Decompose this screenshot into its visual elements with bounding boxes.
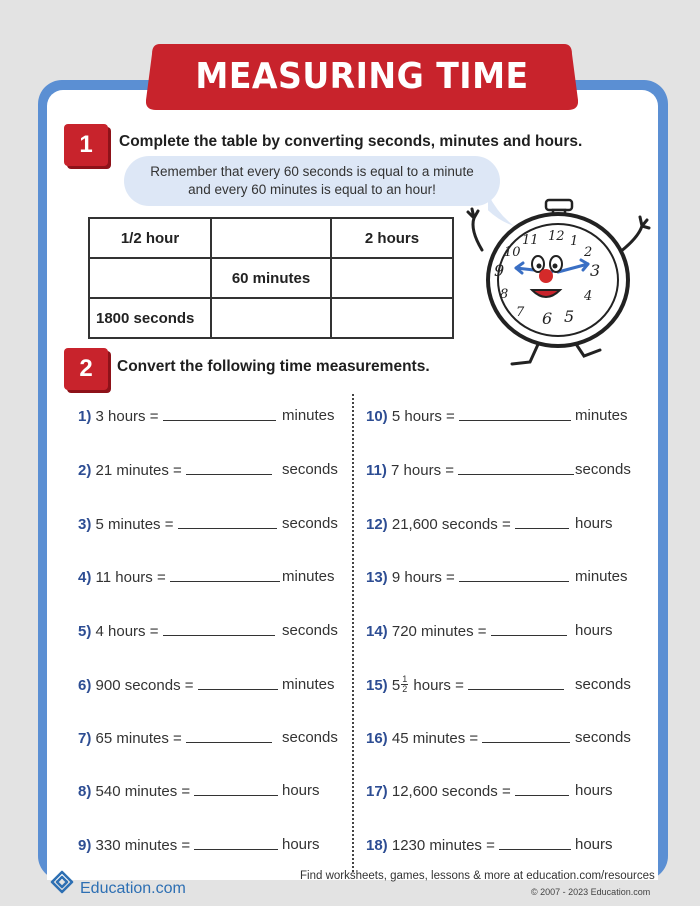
question-text: 9 hours = <box>391 569 455 586</box>
question-text: 1230 minutes = <box>391 837 495 854</box>
answer-blank[interactable] <box>178 515 277 529</box>
section-2-title: Convert the following time measurements. <box>117 358 430 375</box>
question-3 <box>78 515 338 533</box>
answer-blank[interactable] <box>515 782 569 796</box>
footer-resources: Find worksheets, games, lessons & more at education.com/resources <box>300 870 655 882</box>
answer-blank[interactable] <box>491 622 567 636</box>
question-text: 5 hours = <box>391 408 455 425</box>
question-number: 11) <box>366 462 387 479</box>
answer-blank[interactable] <box>170 568 280 582</box>
answer-blank[interactable] <box>163 407 276 421</box>
answer-blank[interactable] <box>499 836 571 850</box>
answer-blank[interactable] <box>468 676 564 690</box>
question-unit: minutes <box>282 407 335 424</box>
clock-numeral: 8 <box>500 287 509 302</box>
question-text: 5 minutes = <box>95 516 174 533</box>
fraction-denominator: 2 <box>402 683 408 694</box>
answer-blank[interactable] <box>198 676 278 690</box>
question-number: 9) <box>78 837 92 854</box>
footer-brand: Education.com <box>80 880 186 897</box>
question-7 <box>78 729 338 747</box>
clock-character-illustration <box>460 190 660 380</box>
question-unit: hours <box>282 782 320 799</box>
question-6 <box>78 676 335 694</box>
fraction <box>401 675 408 694</box>
question-15 <box>366 673 631 696</box>
question-unit: seconds <box>282 729 338 746</box>
table-cell[interactable] <box>331 298 453 338</box>
question-number: 7) <box>78 730 92 747</box>
question-number: 12) <box>366 516 388 533</box>
question-11 <box>366 461 631 479</box>
answer-blank[interactable] <box>194 836 278 850</box>
question-unit: minutes <box>575 568 628 585</box>
fraction-numerator: 1 <box>402 673 408 684</box>
section-1-badge: 1 <box>64 124 108 166</box>
table-cell[interactable] <box>211 218 331 258</box>
question-4 <box>78 568 335 586</box>
education-logo-icon <box>48 868 76 898</box>
question-9 <box>78 836 320 854</box>
clock-numeral: 5 <box>564 307 575 326</box>
table-row <box>89 258 453 298</box>
question-unit: seconds <box>575 461 631 478</box>
table-cell: 1800 seconds <box>89 298 211 338</box>
page-title: MEASURING TIME <box>195 56 529 97</box>
question-text: 45 minutes = <box>391 730 479 747</box>
hint-line-2: and every 60 minutes is equal to an hour! <box>188 182 436 197</box>
question-number: 4) <box>78 569 92 586</box>
table-cell[interactable] <box>331 258 453 298</box>
clock-numeral: 2 <box>584 245 593 260</box>
clock-numeral: 10 <box>504 245 521 260</box>
question-unit: hours <box>282 836 320 853</box>
answer-blank[interactable] <box>194 782 278 796</box>
question-unit: minutes <box>282 568 335 585</box>
question-number: 3) <box>78 516 92 533</box>
clock-numeral: 12 <box>548 229 565 244</box>
question-number: 15) <box>366 677 388 694</box>
question-17 <box>366 782 613 800</box>
section-2-badge: 2 <box>64 348 108 390</box>
question-number: 10) <box>366 408 388 425</box>
clock-numeral: 6 <box>542 309 553 328</box>
question-unit: hours <box>575 622 613 639</box>
footer-copyright: © 2007 - 2023 Education.com <box>531 887 651 897</box>
question-unit: minutes <box>282 676 335 693</box>
table-row <box>89 218 453 258</box>
clock-numeral: 11 <box>522 233 539 248</box>
question-number: 13) <box>366 569 388 586</box>
question-unit: seconds <box>575 676 631 693</box>
question-text: 900 seconds = <box>95 677 194 694</box>
question-unit: seconds <box>282 622 338 639</box>
answer-blank[interactable] <box>459 568 569 582</box>
question-13 <box>366 568 628 586</box>
answer-blank[interactable] <box>163 622 275 636</box>
clock-numeral: 3 <box>590 261 601 280</box>
question-16 <box>366 729 631 747</box>
question-2 <box>78 461 338 479</box>
table-row <box>89 298 453 338</box>
question-text: 65 minutes = <box>95 730 182 747</box>
clock-numeral: 1 <box>570 234 579 249</box>
question-5 <box>78 622 338 640</box>
question-number: 2) <box>78 462 92 479</box>
answer-blank[interactable] <box>186 461 272 475</box>
question-text: 21 minutes = <box>95 462 182 479</box>
title-banner <box>146 42 578 112</box>
question-number: 8) <box>78 783 92 800</box>
question-14 <box>366 622 613 640</box>
question-text: 7 hours = <box>391 462 454 479</box>
answer-blank[interactable] <box>515 515 569 529</box>
conversion-table <box>88 217 454 339</box>
table-cell[interactable] <box>89 258 211 298</box>
question-unit: hours <box>575 836 613 853</box>
question-number: 5) <box>78 623 92 640</box>
answer-blank[interactable] <box>186 729 272 743</box>
question-10 <box>366 407 628 425</box>
clock-numeral: 4 <box>584 289 593 304</box>
question-text: 720 minutes = <box>391 623 487 640</box>
question-number: 14) <box>366 623 388 640</box>
question-text: 330 minutes = <box>95 837 191 854</box>
question-unit: hours <box>575 782 613 799</box>
question-number: 16) <box>366 730 388 747</box>
clock-numeral: 9 <box>494 261 505 280</box>
question-unit: minutes <box>575 407 628 424</box>
question-text: 4 hours = <box>95 623 159 640</box>
question-text: 3 hours = <box>95 408 159 425</box>
column-divider <box>352 394 354 872</box>
question-text: hours = <box>413 677 464 694</box>
question-number: 18) <box>366 837 388 854</box>
clock-numeral: 7 <box>516 305 525 320</box>
hint-line-1: Remember that every 60 seconds is equal to a minute <box>150 164 474 179</box>
answer-blank[interactable] <box>459 407 571 421</box>
question-text: 540 minutes = <box>95 783 191 800</box>
answer-blank[interactable] <box>458 461 574 475</box>
answer-blank[interactable] <box>482 729 570 743</box>
question-unit: seconds <box>282 515 338 532</box>
table-cell: 2 hours <box>331 218 453 258</box>
question-unit: seconds <box>575 729 631 746</box>
question-text: 11 hours = <box>95 569 166 586</box>
question-number: 6) <box>78 677 92 694</box>
hint-bubble <box>124 156 500 206</box>
table-cell[interactable] <box>211 298 331 338</box>
table-cell: 60 minutes <box>211 258 331 298</box>
question-12 <box>366 515 613 533</box>
table-cell: 1/2 hour <box>89 218 211 258</box>
question-unit: seconds <box>282 461 338 478</box>
section-1-title: Complete the table by converting seconds, minutes and hours. <box>119 133 583 150</box>
question-1 <box>78 407 335 425</box>
question-18 <box>366 836 613 854</box>
mixed-number-whole: 5 <box>391 677 401 694</box>
question-text: 12,600 seconds = <box>391 783 511 800</box>
question-text: 21,600 seconds = <box>391 516 511 533</box>
question-unit: hours <box>575 515 613 532</box>
question-number: 1) <box>78 408 92 425</box>
question-8 <box>78 782 320 800</box>
question-number: 17) <box>366 783 388 800</box>
